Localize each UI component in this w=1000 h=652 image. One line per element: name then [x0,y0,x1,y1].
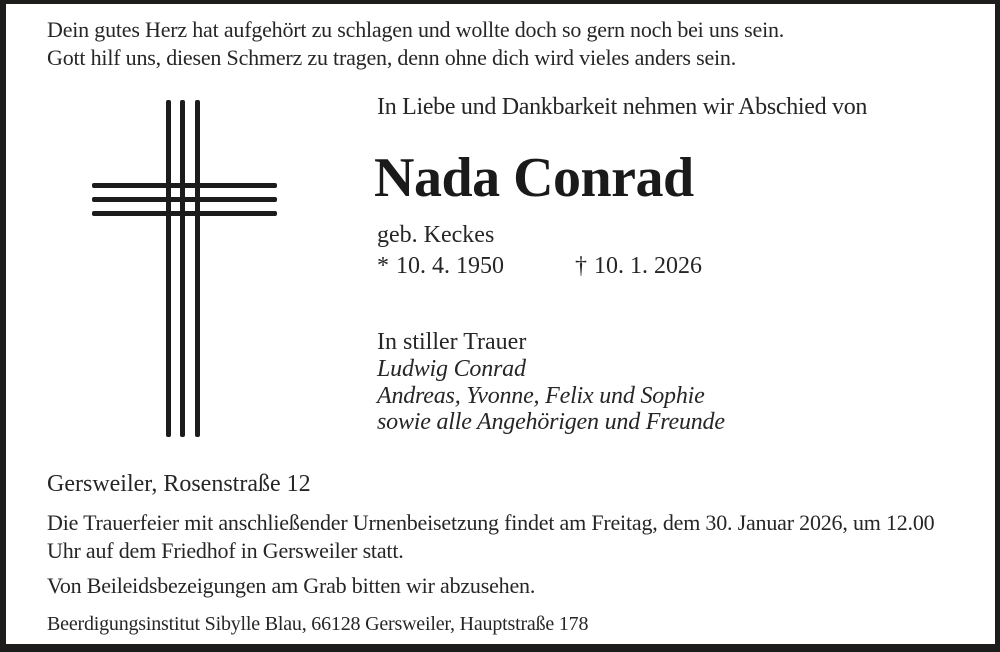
birth-date [377,253,504,280]
life-dates [377,253,777,285]
cross-vertical-stroke [195,100,200,437]
deceased-name: Nada Conrad [374,147,694,209]
birth-date-value: 10. 4. 1950 [396,253,504,279]
funeral-home-line: Beerdigungsinstitut Sibylle Blau, 66128 Gersweiler, Hauptstraße 178 [47,613,589,635]
cross-icon [92,100,277,437]
mourner-line: Ludwig Conrad [377,356,526,382]
condolence-note: Von Beileidsbezeigungen am Grab bitten wir abzusehen. [47,573,536,598]
epigraph [47,16,784,72]
funeral-service-info: Die Trauerfeier mit anschließender Urnenbeisetzung findet am Freitag, dem 30. Januar 2026, um 12.00 Uhr auf dem Friedhof in Gersweiler statt. [47,510,935,563]
cross-horizontal-stroke [92,183,277,188]
cross-vertical-stroke [166,100,171,437]
cross-horizontal-stroke [92,197,277,202]
frame-border-top [0,0,1000,4]
maiden-name: geb. Keckes [377,222,495,248]
death-dagger-symbol: † [575,253,587,279]
epigraph-line-1: Dein gutes Herz hat aufgehört zu schlagen und wollte doch so gern noch bei uns sein. [47,17,785,42]
frame-border-bottom [0,644,1000,652]
death-date-value: 10. 1. 2026 [594,253,702,279]
mourner-line: Andreas, Yvonne, Felix und Sophie [377,382,705,409]
cross-horizontal-stroke [92,211,277,216]
epigraph-line-2: Gott hilf uns, diesen Schmerz zu tragen, denn ohne dich wird vieles anders sein. [47,45,737,70]
frame-border-right [995,0,1000,652]
death-date [575,253,702,280]
residence-address: Gersweiler, Rosenstraße 12 [47,471,311,497]
birth-star-symbol: * [377,253,389,279]
mourner-line: sowie alle Angehörigen und Freunde [377,409,725,435]
cross-vertical-stroke [180,100,185,437]
mourners-heading: In stiller Trauer [377,329,527,355]
announcement-intro: In Liebe und Dankbarkeit nehmen wir Abschied von [377,94,868,120]
mourners-list [377,356,725,436]
frame-border-left [0,0,6,652]
